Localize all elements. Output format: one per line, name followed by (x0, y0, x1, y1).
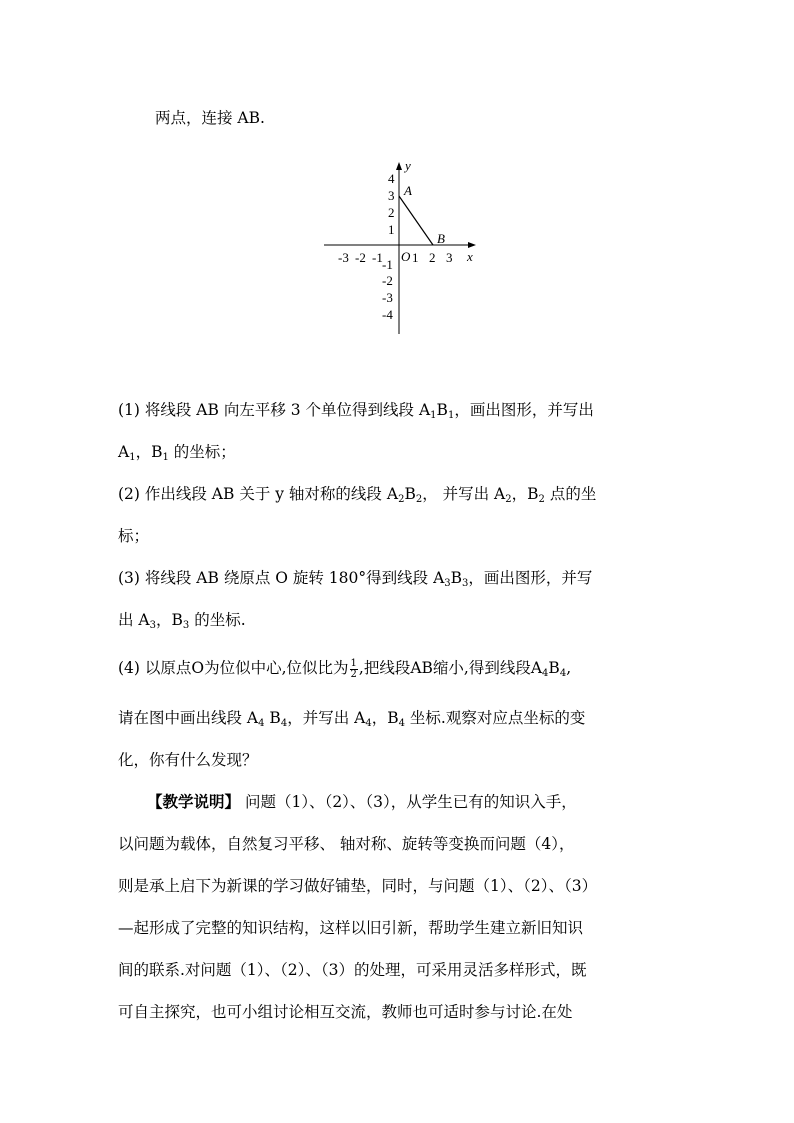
point-b-label: B (437, 231, 445, 246)
teaching-note-line-2: 以问题为载体，自然复习平移、 轴对称、旋转等变换而问题（4）， (118, 835, 575, 853)
y-tick: -2 (382, 273, 393, 288)
y-tick: -1 (382, 257, 393, 272)
point-a-label: A (404, 183, 412, 198)
segment-ab (399, 196, 433, 245)
question-2-line-1: (2) 作出线段 AB 关于 y 轴对称的线段 $A_2B_2$， 并写出 $A_2$，$B_2$ 点的坐 (118, 485, 597, 505)
question-4-line-3: 化，你有什么发现？ (118, 751, 258, 769)
x-tick: -2 (355, 250, 366, 265)
origin-label: O (401, 249, 411, 264)
question-3-line-1: (3) 将线段 AB 绕原点 O 旋转 180°得到线段 $A_3B_3$，画出图形，并写 (118, 569, 593, 589)
question-2-line-2: 标； (118, 527, 150, 545)
y-tick: -4 (382, 307, 393, 322)
question-3-line-2: 出 $A_3$，$B_3$ 的坐标. (118, 611, 246, 631)
x-axis-arrow (468, 242, 476, 248)
question-1-line-1: (1) 将线段 AB 向左平移 3 个单位得到线段 $A_1B_1$，画出图形，并写出 (118, 401, 594, 421)
y-tick: 3 (388, 188, 395, 203)
x-tick: -3 (338, 250, 349, 265)
y-axis-arrow (396, 162, 402, 170)
teaching-note-line-4: —起形成了完整的知识结构，这样以旧引新，帮助学生建立新旧知识 (118, 919, 584, 937)
y-tick: 4 (388, 171, 395, 186)
fraction-one-half: $\frac{1}{2}$ (350, 657, 357, 680)
x-tick: 3 (446, 250, 453, 265)
question-1-line-2: $A_1$，$B_1$ 的坐标； (118, 443, 236, 463)
y-tick: -3 (382, 290, 393, 305)
y-axis-label: y (405, 158, 411, 173)
intro-text: 两点，连接 AB. (155, 109, 265, 127)
x-tick: 2 (429, 250, 436, 265)
coordinate-graph (320, 158, 480, 338)
x-tick: -1 (372, 250, 383, 265)
teaching-note-line-6: 可自主探究，也可小组讨论相互交流，教师也可适时参与讨论.在处 (118, 1003, 573, 1021)
teaching-note-line-1: 【教学说明】 问题（1）、（2）、（3），从学生已有的知识入手， (147, 792, 577, 811)
y-tick: 1 (388, 222, 395, 237)
x-tick: 1 (412, 250, 419, 265)
question-4-line-2: 请在图中画出线段 $A_4$ $B_4$，并写出 $A_4$，$B_4$ 坐标.观察对应点坐标的变 (118, 709, 586, 729)
question-4-line-1: (4) 以原点O为位似中心,位似比为 $\frac{1}{2}$ ,把线段AB缩小,得到线段$A_4B_4$, (118, 657, 572, 680)
teaching-note-heading: 【教学说明】 (147, 792, 241, 811)
teaching-note-line-3: 则是承上启下为新课的学习做好铺垫，同时，与问题（1）、（2）、（3） (118, 877, 598, 895)
x-axis-label: x (467, 249, 473, 264)
teaching-note-line-5: 间的联系.对问题（1）、（2）、（3）的处理，可采用灵活多样形式，既 (118, 961, 587, 979)
y-tick: 2 (388, 205, 395, 220)
